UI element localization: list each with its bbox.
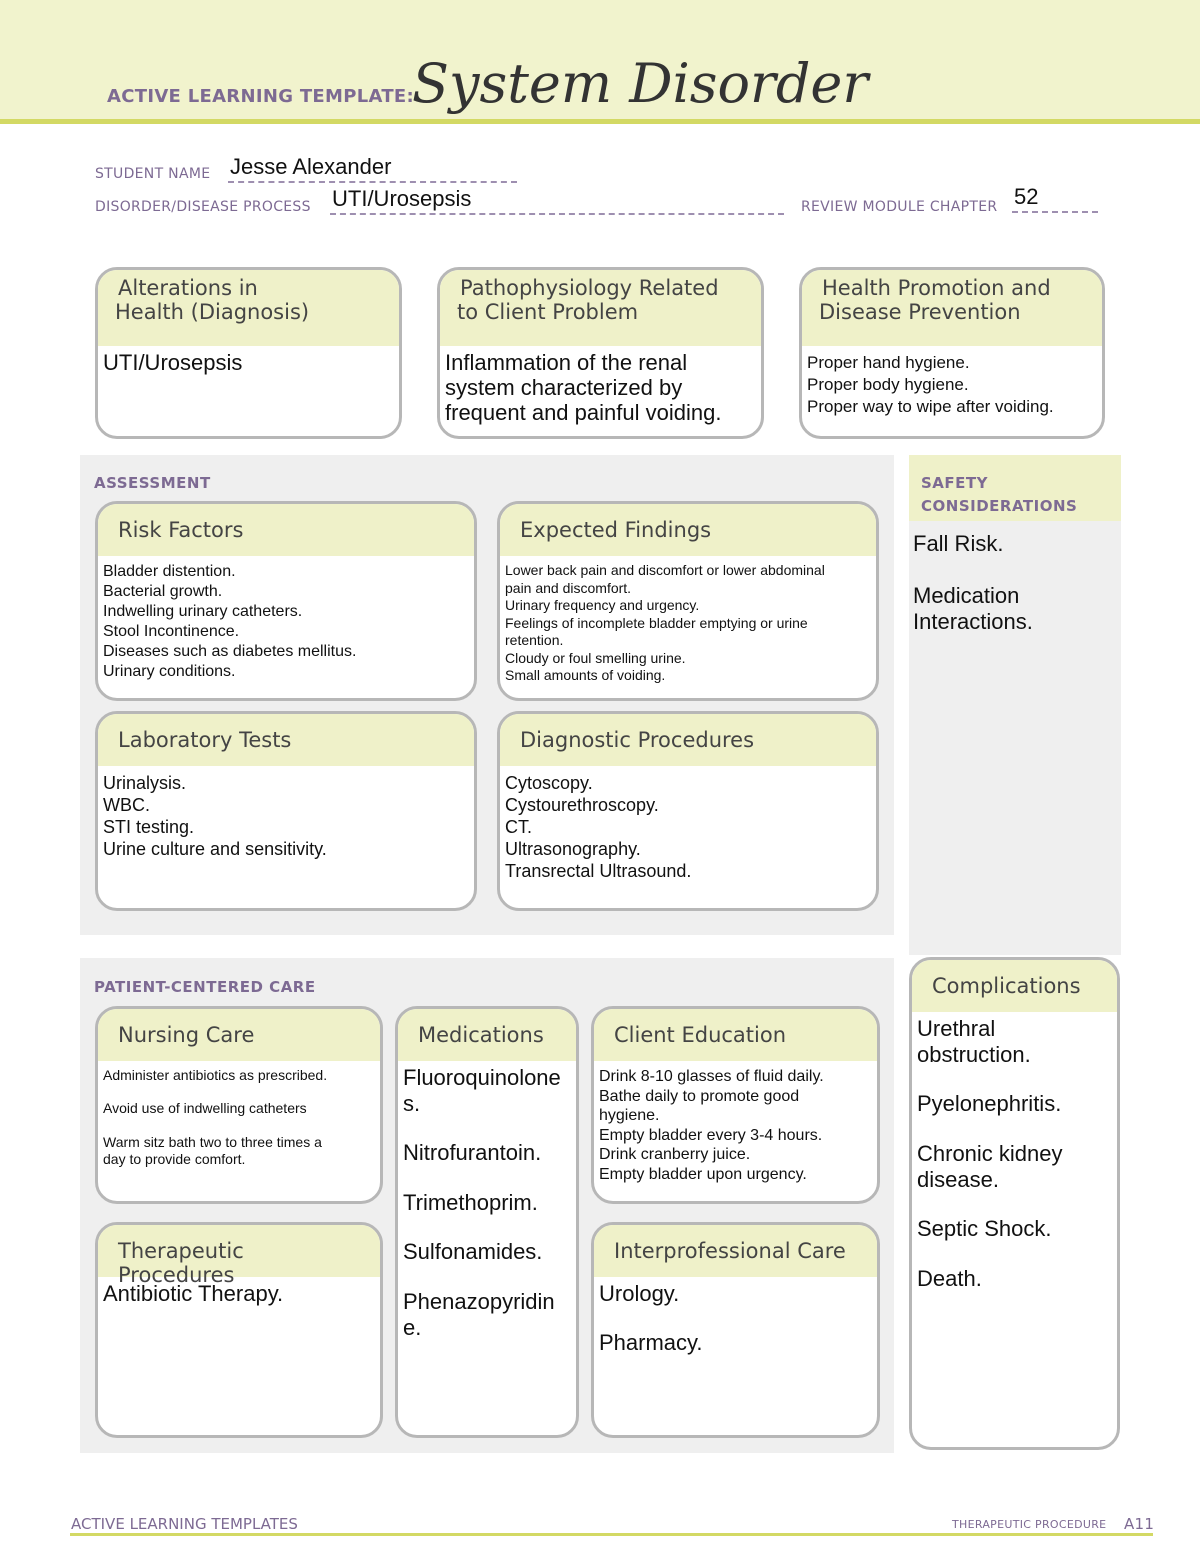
box-title-line: Nursing Care — [118, 1023, 255, 1047]
content-line: system characterized by — [445, 375, 683, 400]
content-line: Inflammation of the renal — [445, 350, 688, 375]
content-line: WBC. — [103, 795, 150, 815]
content-line: Urine culture and sensitivity. — [103, 839, 327, 859]
content-line: Proper way to wipe after voiding. — [807, 397, 1054, 416]
content-line: Fluoroquinolone — [403, 1065, 561, 1090]
content-line: Ultrasonography. — [505, 839, 641, 859]
content-line — [403, 1166, 571, 1189]
safety-section — [909, 455, 1121, 955]
content-line: Antibiotic Therapy. — [103, 1281, 284, 1306]
lab-box — [95, 711, 477, 911]
content-line: frequent and painful voiding. — [445, 400, 722, 425]
footer-right: THERAPEUTIC PROCEDURE — [952, 1518, 1107, 1531]
health-box — [799, 267, 1105, 439]
chapter-label: REVIEW MODULE CHAPTER — [801, 199, 998, 215]
content-line: Phenazopyridin — [403, 1288, 555, 1314]
content-line: STI testing. — [103, 817, 195, 837]
cliented-title — [594, 1009, 877, 1061]
content-line: s. — [403, 1091, 421, 1116]
safety-line: Fall Risk. — [913, 531, 1004, 556]
box-title-line: Client Education — [614, 1023, 787, 1047]
content-line: Bacterial growth. — [103, 583, 223, 600]
expected-content[interactable] — [500, 556, 876, 687]
safety-heading-line: SAFETY — [921, 474, 988, 492]
box-title-line: Interprofessional Care — [614, 1239, 846, 1263]
content-line — [403, 1117, 571, 1140]
content-line — [403, 1265, 571, 1288]
content-line: Urinary frequency and urgency. — [505, 597, 700, 613]
content-line: Lower back pain and discomfort or lower abdominal — [505, 562, 825, 578]
box-title-line: Complications — [932, 974, 1081, 998]
content-line: UTI/Urosepsis — [103, 350, 243, 375]
content-line: disease. — [917, 1166, 999, 1192]
box-title-line: Pathophysiology Related — [460, 276, 719, 300]
content-line: Nitrofurantoin. — [403, 1140, 542, 1166]
content-line: Trimethoprim. — [403, 1189, 538, 1215]
content-line: obstruction. — [917, 1042, 1031, 1067]
alterations-title — [98, 270, 399, 346]
content-line: Empty bladder every 3-4 hours. — [599, 1126, 823, 1144]
box-title-line: Laboratory Tests — [118, 728, 292, 752]
content-line: Urethral — [917, 1016, 996, 1041]
content-line — [599, 1307, 872, 1330]
content-line: Pharmacy. — [599, 1330, 703, 1356]
box-title-line: Health Promotion and — [822, 276, 1051, 300]
content-line: Diseases such as diabetes mellitus. — [103, 643, 357, 660]
content-line: Death. — [917, 1265, 982, 1291]
content-line: Cytoscopy. — [505, 773, 593, 793]
health-title — [802, 270, 1102, 346]
content-line: Cloudy or foul smelling urine. — [505, 649, 686, 666]
content-line: day to provide comfort. — [103, 1151, 246, 1167]
content-line: Proper hand hygiene. — [807, 353, 970, 372]
content-line — [103, 1118, 375, 1134]
content-line: Administer antibiotics as prescribed. — [103, 1067, 328, 1083]
content-line: Urinary conditions. — [103, 663, 236, 680]
template-title: System Disorder — [412, 52, 869, 115]
content-line: hygiene. — [599, 1107, 660, 1124]
diag-box — [497, 711, 879, 911]
content-line: Small amounts of voiding. — [505, 667, 666, 683]
box-title-line: Alterations in — [118, 276, 258, 300]
box-title-line: Disease Prevention — [819, 300, 1021, 324]
safety-line: Medication — [913, 583, 1020, 608]
content-line: Chronic kidney — [917, 1140, 1063, 1166]
nursing-box — [95, 1006, 383, 1204]
content-line: Septic Shock. — [917, 1216, 1052, 1242]
risk-title — [98, 504, 474, 556]
nursing-title — [98, 1009, 380, 1061]
content-line: Proper body hygiene. — [807, 375, 969, 394]
cliented-content[interactable] — [594, 1061, 877, 1186]
interprof-box — [591, 1222, 880, 1438]
nursing-content[interactable] — [98, 1061, 380, 1171]
template-label: ACTIVE LEARNING TEMPLATE: — [107, 86, 414, 107]
chapter-field[interactable]: 52 — [1012, 185, 1098, 213]
disorder-field[interactable]: UTI/Urosepsis — [330, 187, 784, 215]
student-name-field[interactable]: Jesse Alexander — [228, 155, 517, 183]
expected-box — [497, 501, 879, 701]
assessment-heading: ASSESSMENT — [94, 474, 211, 492]
meds-box — [395, 1006, 579, 1438]
content-line: retention. — [505, 632, 564, 648]
box-title-line: Health (Diagnosis) — [115, 300, 310, 324]
diag-title — [500, 714, 876, 766]
content-line: Empty bladder upon urgency. — [599, 1165, 807, 1183]
content-line: Sulfonamides. — [403, 1239, 543, 1265]
expected-title — [500, 504, 876, 556]
content-line: Pyelonephritis. — [917, 1091, 1062, 1117]
safety-line: Interactions. — [913, 609, 1033, 634]
disorder-label: DISORDER/DISEASE PROCESS — [95, 199, 311, 215]
safety-line — [913, 557, 1117, 583]
content-line: Indwelling urinary catheters. — [103, 603, 303, 620]
footer-page: A11 — [1124, 1515, 1155, 1533]
student-name-label: STUDENT NAME — [95, 166, 211, 182]
patho-box — [437, 267, 764, 439]
content-line: Warm sitz bath two to three times a — [103, 1133, 322, 1150]
patho-content[interactable] — [440, 346, 761, 427]
content-line: Stool Incontinence. — [103, 623, 240, 640]
content-line — [917, 1193, 1112, 1216]
content-line — [917, 1242, 1112, 1265]
complications-box — [909, 957, 1120, 1450]
cliented-box — [591, 1006, 880, 1204]
content-line: Drink cranberry juice. — [599, 1146, 751, 1163]
content-line — [403, 1216, 571, 1239]
content-line — [917, 1068, 1112, 1091]
meds-title — [398, 1009, 576, 1061]
therapeutic-box — [95, 1222, 383, 1438]
complications-title — [912, 960, 1117, 1012]
content-line: e. — [403, 1314, 422, 1340]
content-line: Urinalysis. — [103, 773, 187, 793]
content-line: Transrectal Ultrasound. — [505, 861, 692, 881]
content-line: Urology. — [599, 1281, 680, 1306]
box-title-line: Therapeutic Procedures — [118, 1239, 244, 1287]
lab-title — [98, 714, 474, 766]
patient-care-heading: PATIENT-CENTERED CARE — [94, 978, 316, 996]
risk-box — [95, 501, 477, 701]
content-line: Avoid use of indwelling catheters — [103, 1100, 307, 1117]
box-title-line: to Client Problem — [457, 300, 639, 324]
footer-left: ACTIVE LEARNING TEMPLATES — [71, 1515, 298, 1533]
therapeutic-content[interactable] — [98, 1277, 380, 1309]
alterations-box — [95, 267, 402, 439]
content-line: pain and discomfort. — [505, 579, 632, 596]
complications-content[interactable] — [912, 1012, 1117, 1294]
content-line: Bladder distention. — [103, 563, 236, 580]
safety-heading-line: CONSIDERATIONS — [921, 497, 1078, 515]
content-line — [917, 1117, 1112, 1140]
content-line — [103, 1085, 375, 1101]
footer-rule — [70, 1533, 1153, 1536]
box-title-line: Diagnostic Procedures — [520, 728, 755, 752]
patho-title — [440, 270, 761, 346]
box-title-line: Expected Findings — [520, 518, 712, 542]
content-line: Feelings of incomplete bladder emptying or urine — [505, 614, 808, 631]
lab-content[interactable] — [98, 766, 474, 862]
box-title-line: Medications — [418, 1023, 544, 1047]
content-line: CT. — [505, 817, 532, 837]
interprof-content[interactable] — [594, 1277, 877, 1358]
health-content[interactable] — [802, 346, 1102, 420]
diag-content[interactable] — [500, 766, 876, 884]
meds-content[interactable] — [398, 1061, 576, 1343]
risk-content[interactable] — [98, 556, 474, 684]
therapeutic-title — [98, 1225, 380, 1287]
content-line: Cystourethroscopy. — [505, 795, 659, 815]
interprof-title — [594, 1225, 877, 1277]
content-line: Drink 8-10 glasses of fluid daily. — [599, 1068, 824, 1085]
alterations-content[interactable] — [98, 346, 399, 377]
content-line: Bathe daily to promote good — [599, 1087, 800, 1105]
box-title-line: Risk Factors — [118, 518, 244, 542]
